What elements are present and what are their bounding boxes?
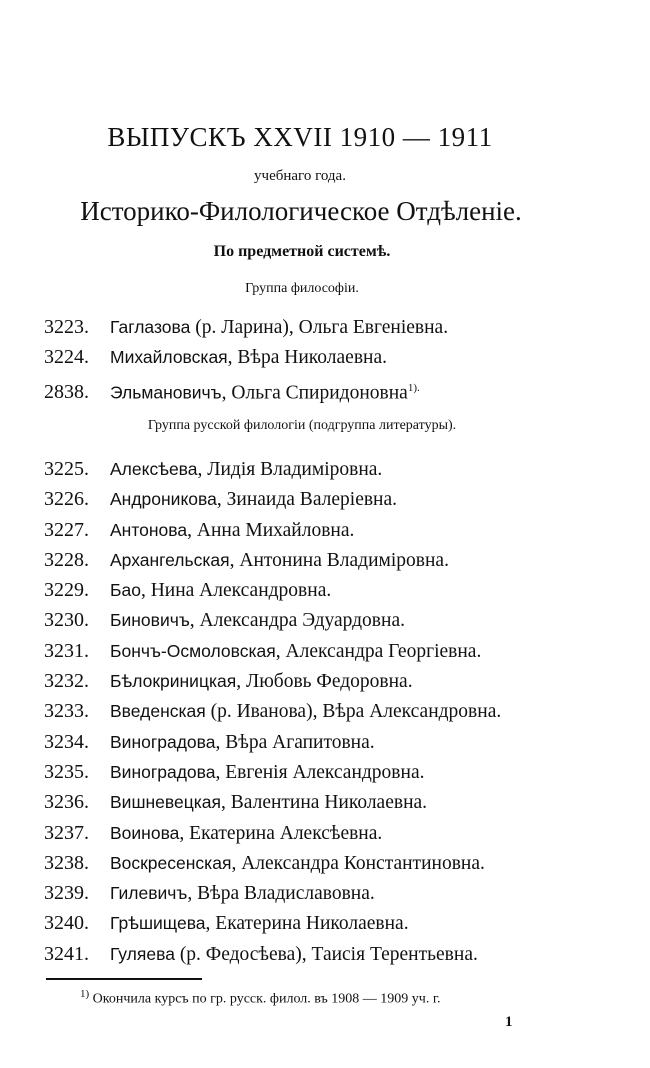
entry-name: , Вѣра Агапитовна. — [215, 731, 375, 753]
entry-surname: Архангельская — [110, 549, 230, 570]
entry-name: (р. Федосѣева), Таисія Терентьевна. — [174, 943, 478, 965]
list-item — [44, 312, 448, 342]
entry-surname: Гуляева — [110, 943, 175, 964]
entry-name: , Любовь Федоровна. — [236, 671, 413, 693]
entry-number: 3230. — [44, 609, 89, 632]
list-item — [44, 373, 448, 403]
footnote-divider — [46, 978, 202, 980]
entry-number: 3232. — [44, 670, 89, 693]
entry-name: (р. Ларина), Ольга Евгеніевна. — [190, 317, 449, 338]
list-item — [44, 727, 501, 757]
entry-number: 3224. — [44, 346, 89, 369]
entry-name: , Александра Константиновна. — [231, 852, 485, 874]
list-item — [44, 696, 501, 726]
academic-year-subtitle: учебнаго года. — [254, 168, 346, 184]
entry-number: 3235. — [44, 760, 89, 783]
entry-surname: Алексѣева — [110, 459, 198, 479]
list-item — [44, 515, 501, 545]
entry-name: , Нина Александровна. — [140, 580, 332, 602]
entry-number: 3229. — [44, 579, 89, 602]
entry-name: , Анна Михайловна. — [187, 519, 355, 541]
entry-surname: Бао — [110, 580, 141, 601]
system-heading: По предметной системѣ. — [213, 243, 391, 260]
entry-name: , Антонина Владиміровна. — [229, 549, 449, 571]
footnote-marker: 1) — [80, 988, 90, 1000]
entry-surname: Биновичъ — [110, 610, 190, 631]
entry-surname: Гаглазова — [110, 317, 191, 337]
entry-name: , Екатерина Алексѣевна. — [179, 822, 383, 844]
entry-name: (р. Иванова), Вѣра Александровна. — [205, 701, 502, 723]
list-item — [44, 818, 501, 848]
list-item — [44, 605, 501, 635]
list-item — [44, 878, 501, 908]
group-heading-philosophy: Группа философіи. — [245, 281, 359, 296]
footnote-text: Окончила курсъ по гр. русск. филол. въ 1908 — 1909 уч. г. — [89, 991, 441, 1007]
entry-number: 3240. — [44, 912, 89, 935]
entry-surname: Бончъ-Осмоловская — [110, 640, 276, 661]
footnote — [80, 988, 441, 1008]
entry-surname: Воинова — [110, 822, 180, 843]
footnote-reference[interactable]: 1). — [407, 381, 420, 394]
entry-number: 3228. — [44, 548, 89, 571]
entry-number: 3226. — [44, 488, 89, 511]
entry-surname: Воскресенская — [110, 852, 232, 873]
entry-number: 3225. — [44, 458, 89, 480]
entry-name: , Зинаида Валеріевна. — [216, 489, 398, 511]
list-item — [44, 787, 501, 817]
list-item — [44, 636, 501, 666]
list-item — [44, 848, 501, 878]
philosophy-list — [44, 312, 448, 403]
entry-surname: Грѣшищева — [110, 913, 206, 934]
entry-name: , Александра Эдуардовна. — [189, 610, 405, 632]
list-item — [44, 908, 501, 938]
entry-number: 3233. — [44, 700, 89, 723]
list-item — [44, 342, 448, 372]
entry-name: , Лидія Владиміровна. — [197, 459, 383, 480]
entry-surname: Введенская — [110, 701, 206, 722]
entry-surname: Бѣлокриницкая — [110, 671, 237, 692]
entry-surname: Виноградова — [110, 761, 216, 782]
list-item — [44, 484, 501, 514]
entry-number: 3237. — [44, 821, 89, 844]
entry-surname: Виноградова — [110, 731, 216, 752]
entry-surname: Вишневецкая — [110, 792, 221, 813]
list-item — [44, 939, 501, 969]
entry-number: 3234. — [44, 730, 89, 753]
entry-name: , Валентина Николаевна. — [221, 792, 428, 814]
entry-surname: Андроникова — [110, 489, 217, 510]
list-item — [44, 757, 501, 787]
entry-number: 3239. — [44, 882, 89, 905]
russian-philology-list — [44, 454, 501, 969]
entry-number: 3236. — [44, 791, 89, 814]
entry-name: , Екатерина Николаевна. — [205, 913, 409, 935]
entry-name: , Ольга Спиридоновна — [221, 382, 408, 404]
entry-surname: Антонова — [110, 519, 188, 540]
list-item — [44, 545, 501, 575]
entry-name: , Александра Георгіевна. — [275, 640, 482, 662]
group-heading-russian-philology: Группа русской филологіи (подгруппа литературы). — [147, 418, 457, 433]
issue-title: ВЫПУСКЪ XXVII 1910 — 1911 — [107, 122, 493, 152]
department-heading: Историко-Филологическое Отдѣленіе. — [80, 196, 522, 226]
entry-number: 3241. — [44, 942, 89, 965]
entry-surname: Михайловская — [110, 347, 228, 368]
entry-number: 3227. — [44, 518, 89, 541]
entry-name: , Вѣра Владиславовна. — [187, 883, 375, 905]
entry-name: , Евгенія Александровна. — [215, 761, 425, 783]
list-item — [44, 575, 501, 605]
list-item — [44, 454, 501, 484]
entry-number: 3238. — [44, 851, 89, 874]
entry-number: 3231. — [44, 639, 89, 662]
entry-surname: Эльмановичъ — [110, 382, 222, 403]
entry-surname: Гилевичъ — [110, 883, 188, 904]
entry-name: , Вѣра Николаевна. — [227, 347, 387, 369]
page-number: 1 — [505, 1014, 513, 1030]
list-item — [44, 666, 501, 696]
entry-number: 3223. — [44, 316, 89, 338]
entry-number: 2838. — [44, 381, 89, 404]
